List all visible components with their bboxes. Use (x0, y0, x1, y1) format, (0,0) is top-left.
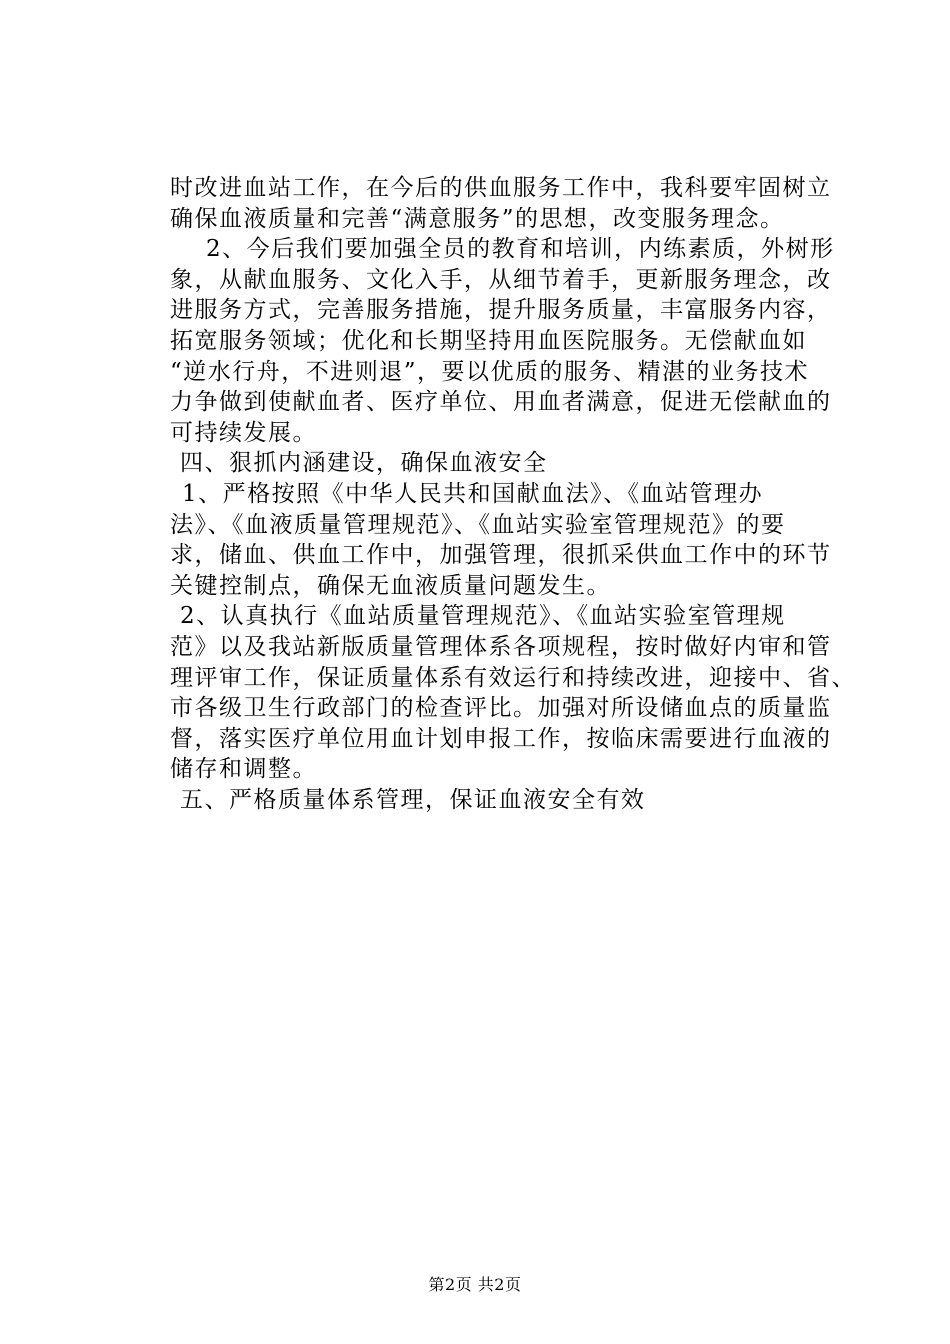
text-line: 储存和调整。 (170, 756, 317, 783)
text-line: 督，落实医疗单位用血计划申报工作，按临床需要进行血液的 (170, 725, 832, 752)
paragraph-start-line: 2、今后我们要加强全员的教育和培训，内练素质，外树形 (206, 236, 835, 263)
document-body (170, 173, 856, 815)
text-line: 时改进血站工作，在今后的供血服务工作中，我科要牢固树立 (170, 175, 832, 201)
paragraph-start-line: 2、认真执行《血站质量管理规范》、《血站实验室管理规 (180, 603, 786, 630)
text-line: “逆水行舟，不进则退”，要以优质的服务、精湛的业务技术 (170, 358, 810, 385)
page-number-label: 第2页 共2页 (428, 1275, 522, 1294)
text-line: 理评审工作，保证质量体系有效运行和持续改进，迎接中、省、 (170, 664, 856, 691)
text-line: 可持续发展。 (170, 419, 317, 446)
text-line: 力争做到使献血者、医疗单位、用血者满意，促进无偿献血的 (170, 389, 832, 416)
section-heading: 五、严格质量体系管理，保证血液安全有效 (180, 786, 646, 813)
text-line: 范》以及我站新版质量管理体系各项规程，按时做好内审和管 (170, 633, 832, 660)
paragraph-start-line: 1、严格按照《中华人民共和国献血法》、《血站管理办 (182, 480, 764, 507)
text-line: 市各级卫生行政部门的检查评比。加强对所设储血点的质量监 (170, 695, 832, 722)
text-line: 进服务方式，完善服务措施，提升服务质量，丰富服务内容， (170, 297, 832, 324)
text-line: 确保血液质量和完善“满意服务”的思想，改变服务理念。 (170, 205, 785, 232)
text-line: 法》、《血液质量管理规范》、《血站实验室管理规范》的要 (170, 511, 786, 538)
text-line: 求，储血、供血工作中，加强管理，很抓采供血工作中的环节 (170, 542, 832, 569)
text-line: 关键控制点，确保无血液质量问题发生。 (170, 572, 611, 599)
page-footer (0, 1272, 950, 1295)
text-line: 拓宽服务领域；优化和长期坚持用血医院服务。无偿献血如 (170, 327, 807, 354)
text-line: 象，从献血服务、文化入手，从细节着手，更新服务理念，改 (170, 266, 832, 293)
section-heading: 四、狠抓内涵建设，确保血液安全 (180, 450, 548, 477)
